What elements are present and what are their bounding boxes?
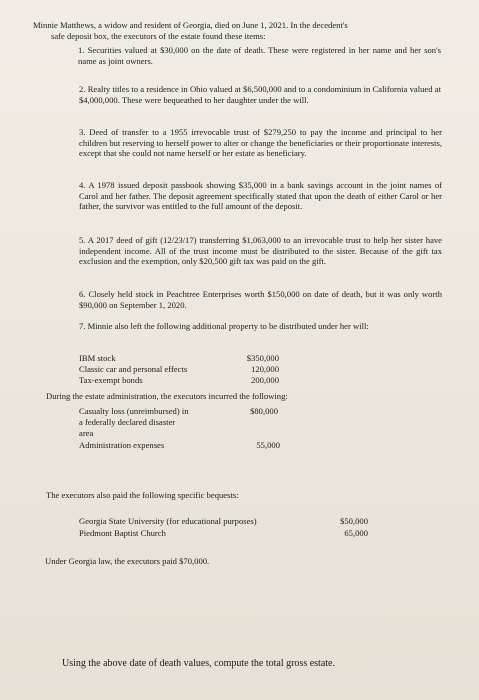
- intro-line-2: safe deposit box, the executors of the estate found these items:: [51, 31, 266, 41]
- casualty-value: $80,000: [250, 406, 278, 416]
- casualty-label-line-3: area: [79, 428, 94, 438]
- bequests-intro: The executors also paid the following specific bequests:: [46, 490, 239, 500]
- item-7: 7. Minnie also left the following additional property to be distributed under her will:: [79, 321, 369, 331]
- property-label: Classic car and personal effects: [79, 364, 188, 374]
- item-5: 5. A 2017 deed of gift (12/23/17) transferring $1,063,000 to an irrevocable trust to help her sister have independent income. All of the trust income must be distributed to the sister. Because of the gift tax exclusion and the exemption, only $20,500 gift tax was paid on the gift.: [79, 235, 442, 267]
- bequest-label: Piedmont Baptist Church: [79, 528, 166, 538]
- georgia-law-note: Under Georgia law, the executors paid $70,000.: [45, 556, 210, 566]
- item-6: 6. Closely held stock in Peachtree Enterprises worth $150,000 on date of death, but it was only worth $90,000 on September 1, 2020.: [79, 289, 442, 310]
- admin-expenses-value: 55,000: [256, 440, 280, 450]
- casualty-label-line-1: Casualty loss (unreimbursed) in: [79, 406, 189, 416]
- item-4: 4. A 1978 issued deposit passbook showing $35,000 in a bank savings account in the joint names of Carol and her father. The deposit agreement specifically stated that upon the death of either Carol or her father, the survivor was entitled to the full amount of the deposit.: [79, 180, 442, 212]
- bequest-value: $50,000: [340, 516, 368, 526]
- item-2: 2. Realty titles to a residence in Ohio valued at $6,500,000 and to a condominium in California valued at $4,000,000. These were bequeathed to her daughter under the will.: [79, 84, 441, 105]
- item-3: 3. Deed of transfer to a 1955 irrevocable trust of $279,250 to pay the income and principal to her children but reserving to herself power to alter or change the beneficiaries or their proportionate interests, except that she could not name herself or her estate as beneficiary.: [79, 127, 442, 159]
- admin-intro: During the estate administration, the executors incurred the following:: [46, 391, 288, 401]
- property-value: $350,000: [246, 353, 279, 363]
- intro-line-1: Minnie Matthews, a widow and resident of Georgia, died on June 1, 2021. In the decedent's: [33, 20, 348, 30]
- bequest-label: Georgia State University (for educational purposes): [79, 516, 257, 526]
- question-prompt: Using the above date of death values, compute the total gross estate.: [62, 658, 335, 669]
- item-1: 1. Securities valued at $30,000 on the date of death. These were registered in her name and her son's name as joint owners.: [78, 45, 441, 66]
- casualty-label-line-2: a federally declared disaster: [79, 417, 176, 427]
- bequest-value: 65,000: [344, 528, 368, 538]
- property-label: IBM stock: [79, 353, 116, 363]
- property-value: 200,000: [251, 375, 279, 385]
- property-value: 120,000: [251, 364, 279, 374]
- property-label: Tax-exempt bonds: [79, 375, 143, 385]
- admin-expenses-label: Administration expenses: [79, 440, 165, 450]
